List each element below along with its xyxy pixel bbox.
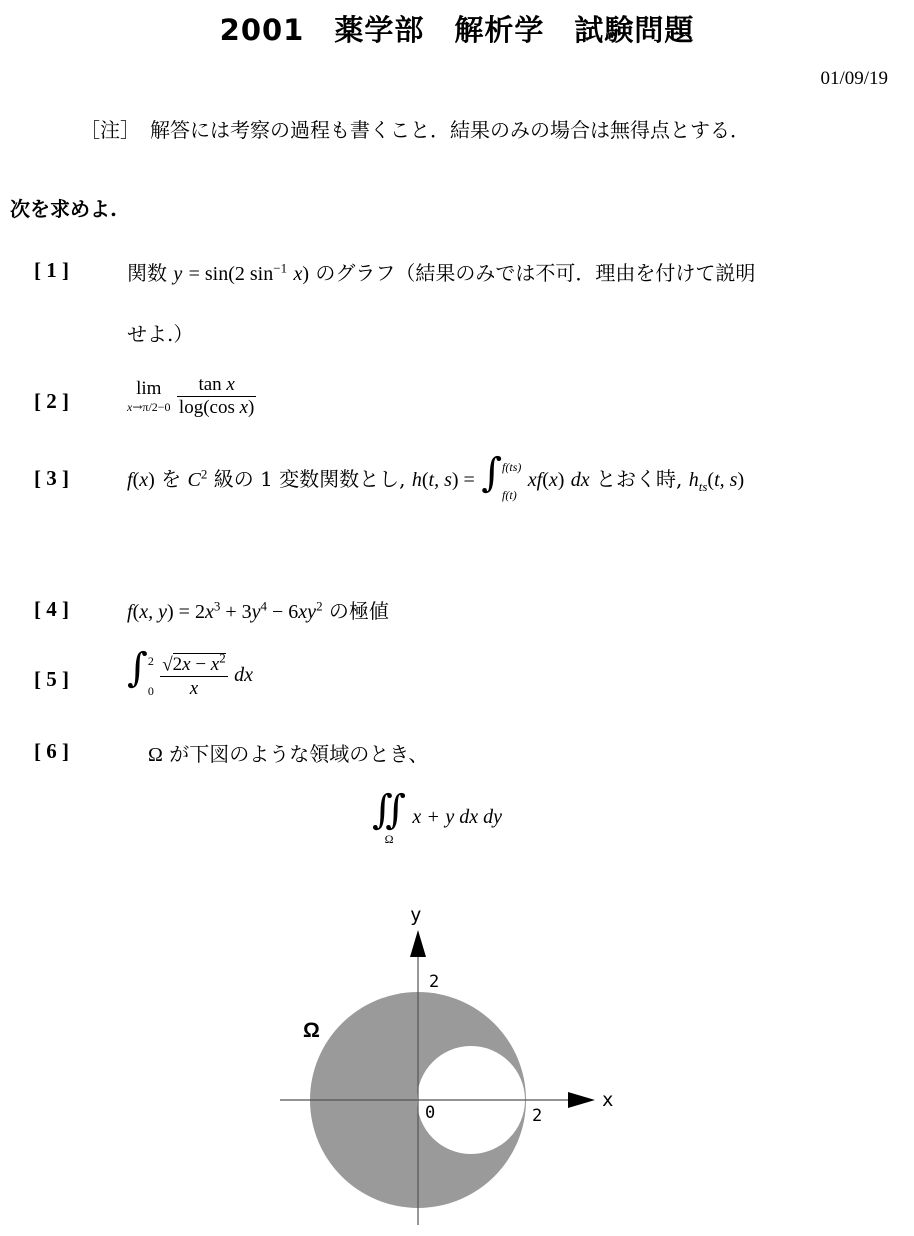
problem-5-label: [ 5 ]	[34, 667, 69, 691]
problem-4-text: f(x, $y) = 2x^3 + 3y^4 - 6xy^2$ の極値	[127, 598, 389, 623]
problem-3-text: f(x) を $C^2$ 級の 1 変数関数とし, h(t, s) = ∫ f(ts) f(t) xf(x) dx とおく時, $h_{ts}(t$, s)	[127, 450, 745, 502]
region-diagram	[250, 895, 630, 1230]
problem-6-formula: ∬ Ω x + y dx dy	[372, 787, 502, 846]
exam-date: 01/09/19	[820, 68, 888, 89]
problem-5-formula: ∫ 2 0 $\frac{√2x - x^2}{x}$ dx	[127, 645, 253, 700]
page-title: 2001 薬学部 解析学 試験問題	[219, 13, 695, 47]
problem-1-text-cont: せよ.）	[127, 322, 194, 346]
x-axis-arrow	[568, 1092, 595, 1108]
note: ［注］ 解答には考察の過程も書くこと．結果のみの場合は無得点とする．	[80, 118, 750, 142]
problem-2-formula: lim x→π/2−0 $\frac{\text{tan x}}{\text{log(cos x)}}$	[127, 374, 255, 418]
y-axis-label: y	[410, 904, 422, 926]
problem-6-label: [ 6 ]	[34, 739, 69, 763]
problem-3-label: [ 3 ]	[34, 466, 69, 490]
region-label: Ω	[303, 1019, 320, 1042]
origin-label: 0	[425, 1103, 436, 1123]
x-tick-label: 2	[532, 1106, 543, 1126]
y-axis-arrow	[410, 930, 426, 957]
problem-4-label: [ 4 ]	[34, 597, 69, 621]
problem-1-text: 関数 y = sin(2 $\sin^{-1} x$) のグラフ（結果のみでは不可．理由を付けて説明	[127, 260, 756, 285]
y-tick-label: 2	[429, 972, 440, 992]
instruction: 次を求めよ.	[10, 197, 117, 221]
x-axis-label: x	[602, 1089, 614, 1111]
region-figure	[250, 895, 630, 1234]
problem-1-label: [ 1 ]	[34, 258, 69, 282]
problem-2-label: [ 2 ]	[34, 389, 69, 413]
problem-6-text: Ω が下図のような領域のとき、	[148, 742, 429, 766]
